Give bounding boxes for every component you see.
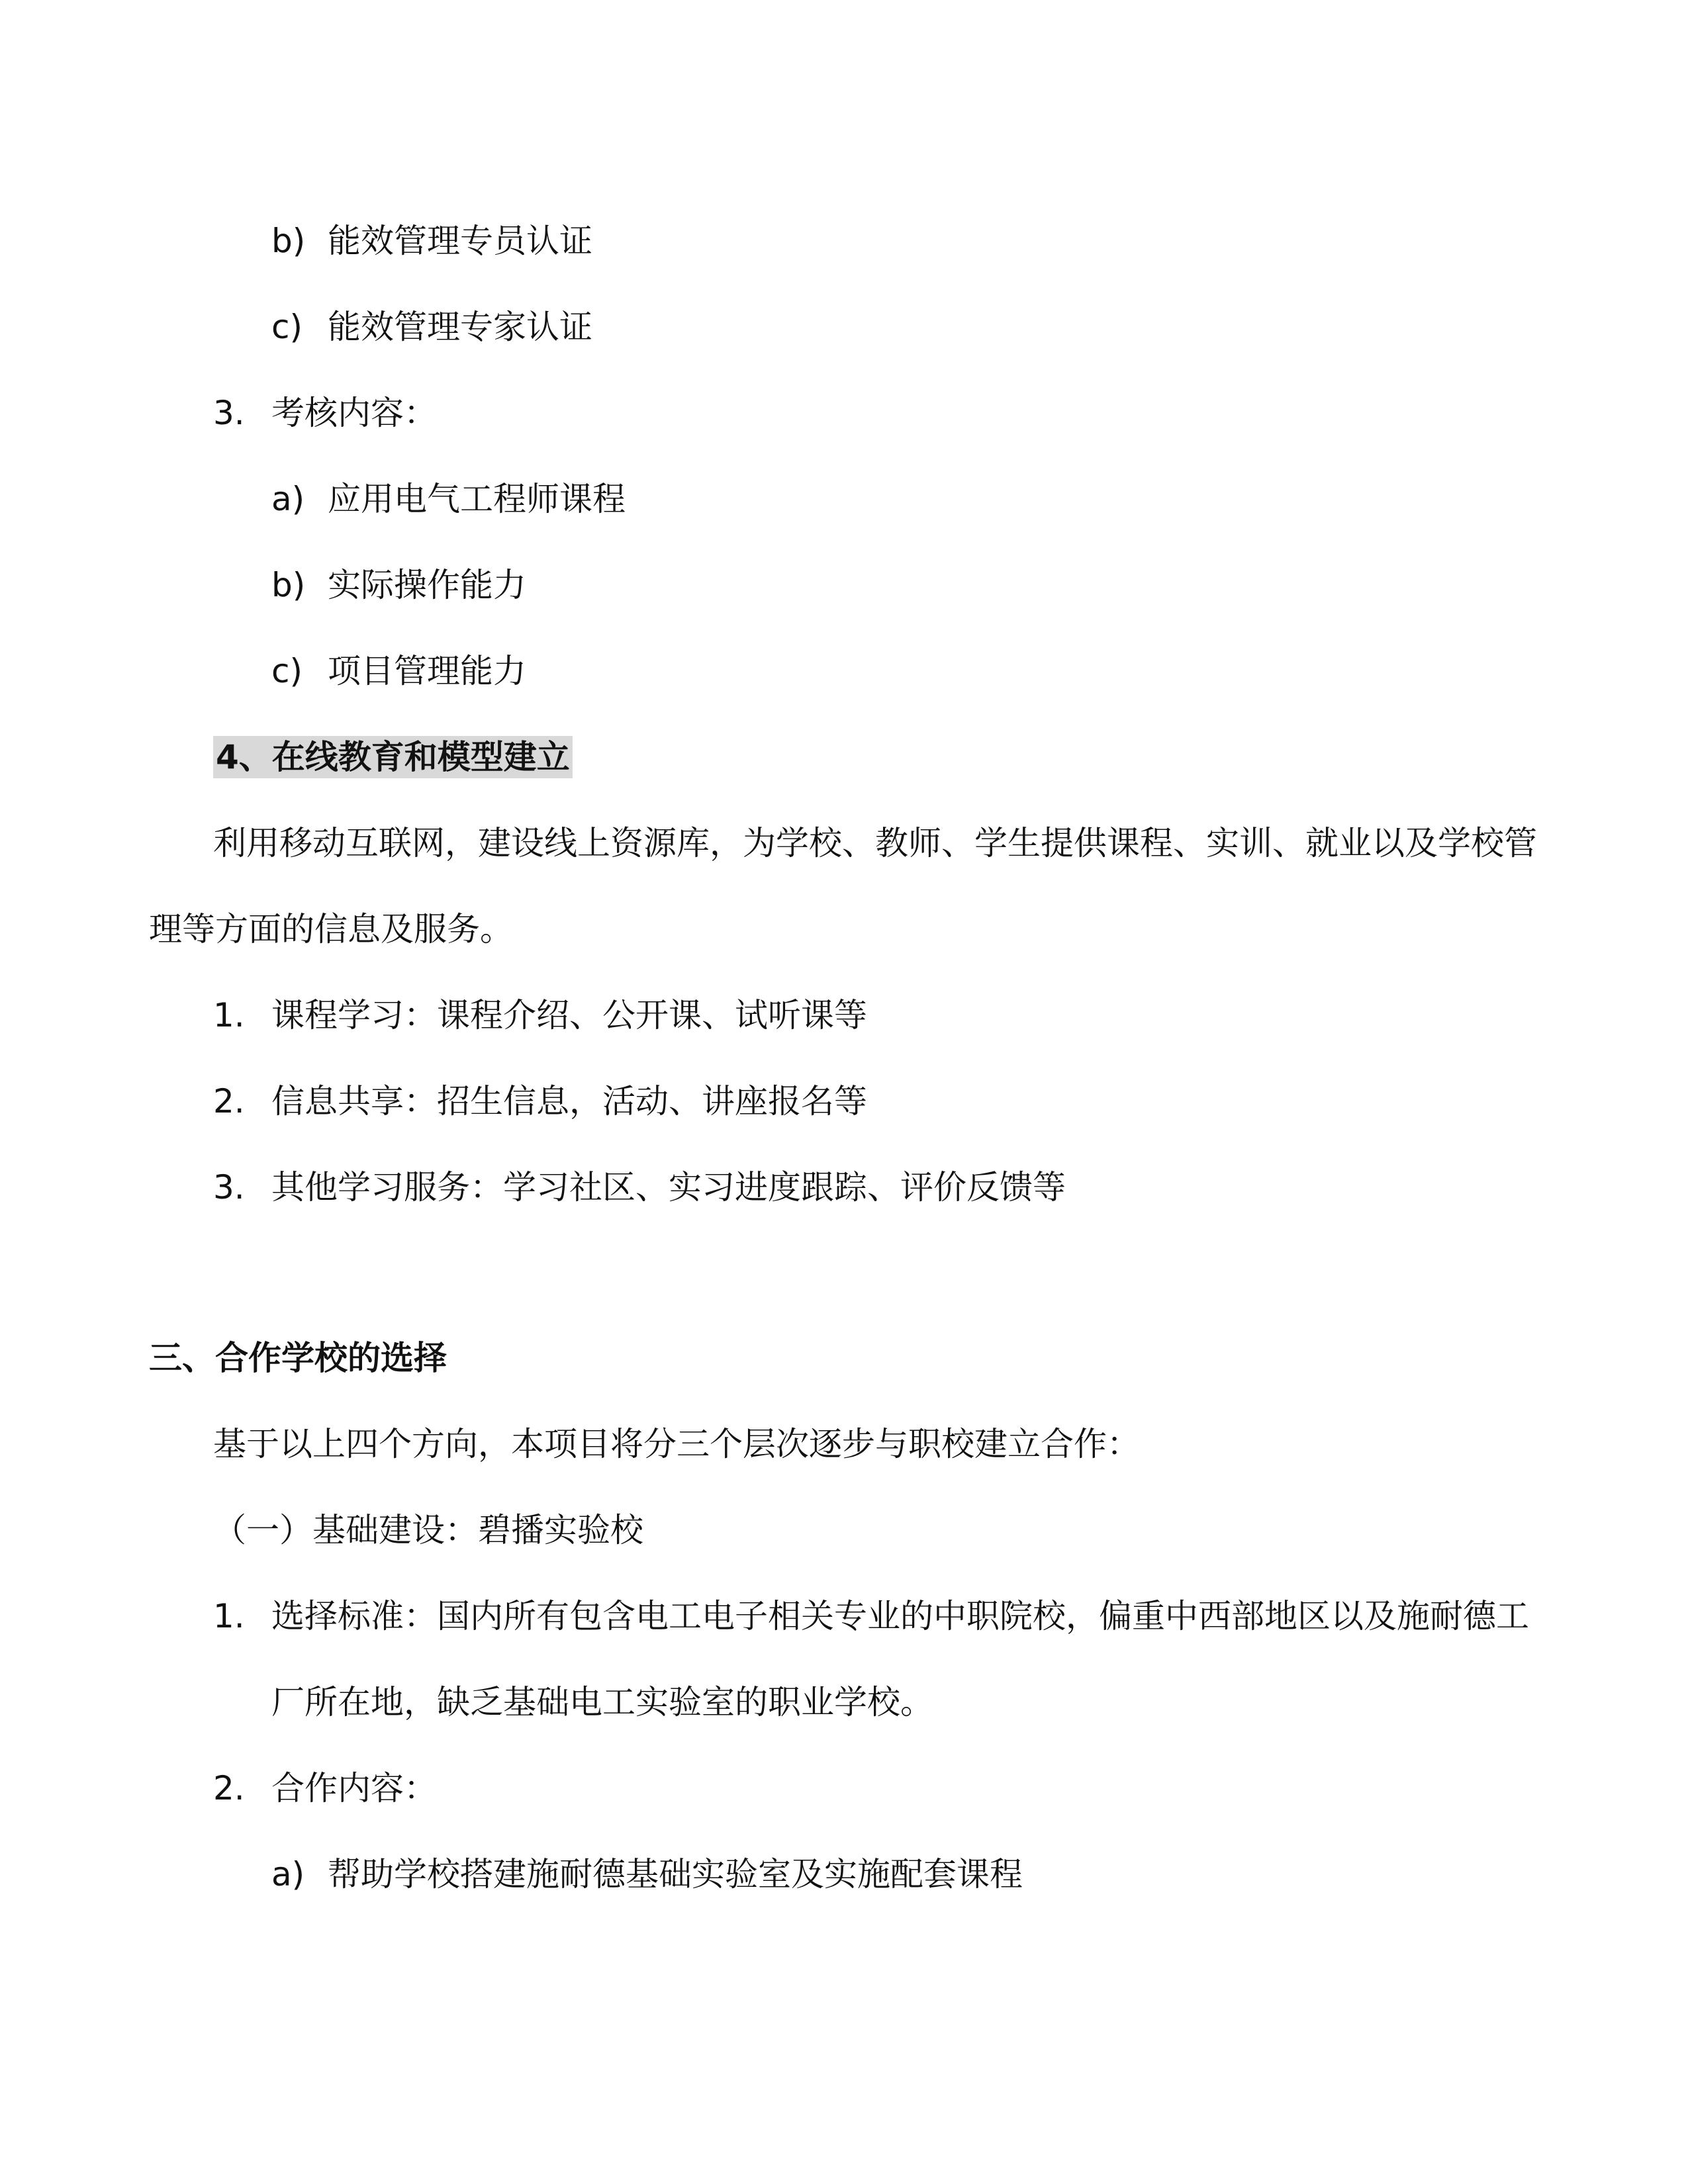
- list-marker: a): [271, 1855, 305, 1893]
- list-item-text: 能效管理专家认证: [328, 308, 592, 346]
- list-item-text: 项目管理能力: [328, 652, 526, 690]
- subsection-heading: （一）基础建设：碧播实验校: [213, 1511, 643, 1549]
- list-item-text: 选择标准：国内所有包含电工电子相关专业的中职院校，偏重中西部地区以及施耐德工: [271, 1597, 1529, 1635]
- list-marker: a): [271, 480, 305, 518]
- list-marker: b): [271, 566, 306, 604]
- list-item-text: 应用电气工程师课程: [328, 480, 626, 518]
- list-marker: b): [271, 222, 306, 260]
- paragraph-line: 利用移动互联网，建设线上资源库，为学校、教师、学生提供课程、实训、就业以及学校管: [213, 824, 1537, 862]
- list-marker: 3.: [213, 394, 245, 432]
- paragraph-line: 基于以上四个方向，本项目将分三个层次逐步与职校建立合作：: [213, 1425, 1140, 1463]
- list-marker: 2.: [213, 1769, 245, 1807]
- list-item-text: 实际操作能力: [328, 566, 526, 604]
- list-item-text: 厂所在地，缺乏基础电工实验室的职业学校。: [271, 1683, 933, 1721]
- list-marker: 1.: [213, 1597, 245, 1635]
- list-item-text: 课程学习：课程介绍、公开课、试听课等: [271, 996, 867, 1034]
- list-marker: 1.: [213, 996, 245, 1034]
- list-item-text: 能效管理专员认证: [328, 222, 592, 260]
- section-heading-school-selection: 三、合作学校的选择: [149, 1339, 447, 1377]
- list-marker: 2.: [213, 1082, 245, 1120]
- list-marker: c): [271, 308, 303, 346]
- paragraph-line: 理等方面的信息及服务。: [149, 910, 513, 948]
- list-marker: 3.: [213, 1168, 245, 1206]
- list-item-text: 帮助学校搭建施耐德基础实验室及实施配套课程: [328, 1855, 1023, 1893]
- list-item-text: 考核内容：: [271, 394, 437, 432]
- list-marker: c): [271, 652, 303, 690]
- section-heading-online-education: 4、在线教育和模型建立: [213, 736, 573, 778]
- list-item-text: 合作内容：: [271, 1769, 437, 1807]
- list-item-text: 其他学习服务：学习社区、实习进度跟踪、评价反馈等: [271, 1168, 1066, 1206]
- list-item-text: 信息共享：招生信息，活动、讲座报名等: [271, 1082, 867, 1120]
